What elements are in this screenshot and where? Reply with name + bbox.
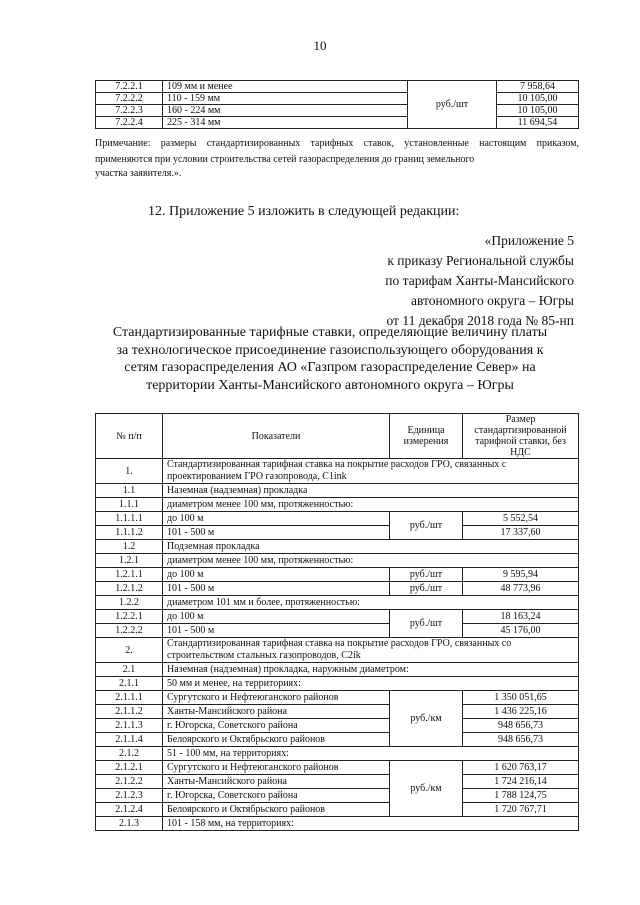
row-label: 101 - 500 м [163,526,390,540]
row-value: 17 337,60 [463,526,579,540]
table-row [96,747,579,761]
table-row [96,775,579,789]
row-value: 1 788 124,75 [463,789,579,803]
row-number: 1.2.1.1 [96,568,163,582]
row-number: 2.1.1.3 [96,719,163,733]
unit-cell: руб./шт [390,610,463,638]
unit-cell: руб./км [390,691,463,747]
table-row [96,596,579,610]
row-value: 1 720 767,71 [463,803,579,817]
row-number: 1.2.1.2 [96,582,163,596]
table-row [96,582,579,596]
row-label: 101 - 500 м [163,582,390,596]
row-label: диаметром 101 мм и более, протяженностью: [163,596,579,610]
row-label: до 100 м [163,512,390,526]
row-label: Белоярского и Октябрьского районов [163,803,390,817]
annex-header [385,231,574,331]
table-row [96,733,579,747]
row-label: Ханты-Мансийского района [163,705,390,719]
title-line: сетям газораспределения АО «Газпром газораспределение Север» на [124,360,536,375]
row-value: 948 656,73 [463,733,579,747]
table-row [96,803,579,817]
row-value: 7 958,64 [497,81,579,93]
table-header-row [96,414,579,459]
table-row [96,484,579,498]
note-text: Примечание: размеры стандартизированных тарифных ставок, установленные настоящим приказом, применяются при условии строительства сетей газораспределения до границ земельного [95,138,579,165]
row-number: 1. [96,459,163,484]
table-row [96,512,579,526]
row-number: 2.1.2.3 [96,789,163,803]
row-value: 1 724 216,14 [463,775,579,789]
row-value: 948 656,73 [463,719,579,733]
table-row [96,93,579,105]
row-label: 225 - 314 мм [163,117,408,129]
annex-line: по тарифам Ханты-Мансийского [385,273,574,288]
title-line: Стандартизированные тарифные ставки, определяющие величину платы [112,325,548,340]
row-number: 1.2.1 [96,554,163,568]
row-label: диаметром менее 100 мм, протяженностью: [163,554,579,568]
row-label: до 100 м [163,610,390,624]
row-value: 10 105,00 [497,93,579,105]
row-label: Наземная (надземная) прокладка, наружным диаметром: [163,663,579,677]
unit-cell: руб./км [390,761,463,817]
table-row [96,817,579,831]
row-value: 9 595,94 [463,568,579,582]
row-label: Наземная (надземная) прокладка [163,484,579,498]
row-value: 10 105,00 [497,105,579,117]
row-label: диаметром менее 100 мм, протяженностью: [163,498,579,512]
table-row [96,117,579,129]
title-line: территории Ханты-Мансийского автономного округа – Югры [146,377,514,393]
table-row [96,105,579,117]
row-number: 2.1.1.4 [96,733,163,747]
row-label: Белоярского и Октябрьского районов [163,733,390,747]
table-row [96,719,579,733]
document-title [80,324,580,394]
row-label: г. Югорска, Советского района [163,719,390,733]
top-tariff-table [95,80,579,129]
row-number: 1.2.2.2 [96,624,163,638]
row-value: 11 694,54 [497,117,579,129]
header-rate: Размер стандартизированной тарифной ставки, без НДС [463,414,579,459]
row-label: Стандартизированная тарифная ставка на покрытие расходов ГРО, связанных со строительством стальных газопроводов, C2ik [163,638,579,663]
table-row [96,540,579,554]
row-number: 1.2.2 [96,596,163,610]
table-row [96,663,579,677]
row-number: 7.2.2.3 [96,105,163,117]
row-label: Сургутского и Нефтеюганского районов [163,761,390,775]
row-value: 18 163,24 [463,610,579,624]
row-label: 101 - 158 мм, на территориях: [163,817,579,831]
table-row [96,459,579,484]
header-indicators: Показатели [163,414,390,459]
unit-cell: руб./шт [408,81,497,129]
row-value: 1 436 225,16 [463,705,579,719]
table-row [96,691,579,705]
row-value: 5 552,54 [463,512,579,526]
row-value: 48 773,96 [463,582,579,596]
unit-cell: руб./шт [390,582,463,596]
row-number: 1.1.1.1 [96,512,163,526]
paragraph-12: 12. Приложение 5 изложить в следующей редакции: [148,204,460,219]
table-row [96,789,579,803]
table-row [96,638,579,663]
annex-line: «Приложение 5 [484,233,574,248]
table-row [96,554,579,568]
row-value: 1 620 763,17 [463,761,579,775]
row-label: 51 - 100 мм, на территориях: [163,747,579,761]
table-row [96,526,579,540]
row-number: 1.2.2.1 [96,610,163,624]
row-number: 2.1.1.1 [96,691,163,705]
row-number: 2.1.2.1 [96,761,163,775]
row-number: 2.1.1 [96,677,163,691]
row-number: 2.1.2 [96,747,163,761]
annex-line: автономного округа – Югры [411,293,574,308]
row-number: 2.1 [96,663,163,677]
row-number: 2.1.2.2 [96,775,163,789]
row-number: 2.1.3 [96,817,163,831]
row-number: 1.1.1 [96,498,163,512]
table-row [96,677,579,691]
row-label: г. Югорска, Советского района [163,789,390,803]
header-num: № п/п [96,414,163,459]
table-row [96,568,579,582]
row-number: 2. [96,638,163,663]
row-label: 109 мм и менее [163,81,408,93]
row-label: Подземная прокладка [163,540,579,554]
row-label: 101 - 500 м [163,624,390,638]
table-row [96,610,579,624]
table-row [96,498,579,512]
annex-line: к приказу Региональной службы [387,253,574,268]
unit-cell: руб./шт [390,568,463,582]
main-tariff-table [95,413,579,831]
row-number: 2.1.2.4 [96,803,163,817]
row-label: Стандартизированная тарифная ставка на покрытие расходов ГРО, связанных с проектированием ГРО газопровода, C1ink [163,459,579,484]
row-number: 7.2.2.1 [96,81,163,93]
row-value: 1 350 051,65 [463,691,579,705]
annex-line: от 11 декабря 2018 года № 85-нп [386,313,574,328]
title-line: за технологическое присоединение газоиспользующего оборудования к [116,342,544,358]
table-row [96,761,579,775]
row-label: 50 мм и менее, на территориях: [163,677,579,691]
table-row [96,624,579,638]
row-label: 110 - 159 мм [163,93,408,105]
table-row [96,81,579,93]
header-unit: Единица измерения [390,414,463,459]
row-number: 7.2.2.4 [96,117,163,129]
row-number: 1.2 [96,540,163,554]
row-number: 1.1 [96,484,163,498]
row-label: Ханты-Мансийского района [163,775,390,789]
unit-cell: руб./шт [390,512,463,540]
row-value: 45 176,00 [463,624,579,638]
row-label: 160 - 224 мм [163,105,408,117]
row-label: Сургутского и Нефтеюганского районов [163,691,390,705]
row-label: до 100 м [163,568,390,582]
table-row [96,705,579,719]
page-number: 10 [313,38,327,53]
row-number: 2.1.1.2 [96,705,163,719]
note-last-line: участка заявителя.». [95,168,182,179]
row-number: 1.1.1.2 [96,526,163,540]
row-number: 7.2.2.2 [96,93,163,105]
